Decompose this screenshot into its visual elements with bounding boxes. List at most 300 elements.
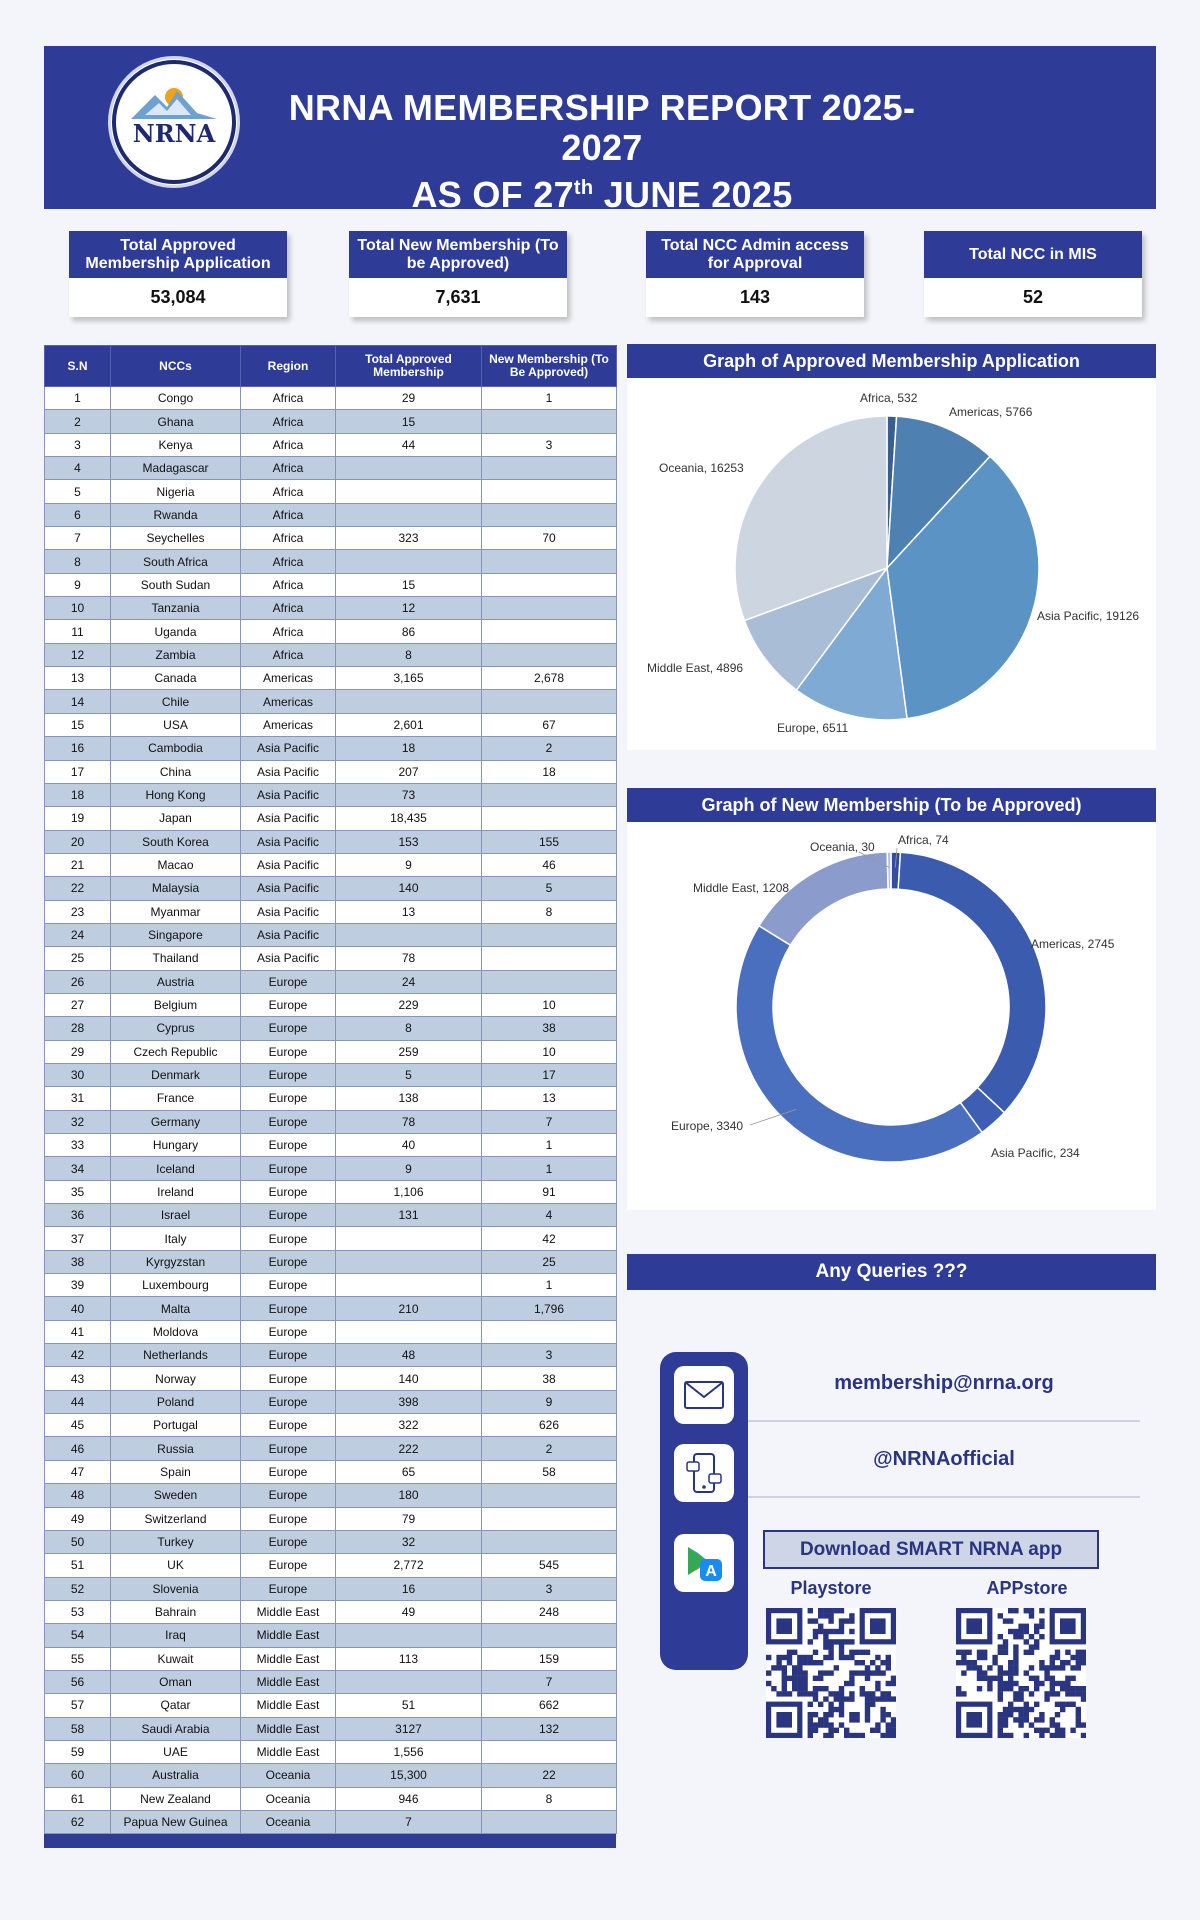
cell-sn: 34 [45,1157,111,1180]
cell-region: Asia Pacific [241,830,336,853]
table-row [45,947,617,970]
table-row [45,1110,617,1133]
cell-new: 9 [482,1390,617,1413]
col-header-nccs: NCCs [111,346,241,387]
cell-region: Africa [241,433,336,456]
cell-approved: 15,300 [336,1764,482,1787]
cell-sn: 18 [45,783,111,806]
cell-approved: 8 [336,1017,482,1040]
cell-approved: 398 [336,1390,482,1413]
cell-region: Europe [241,1180,336,1203]
cell-approved: 113 [336,1647,482,1670]
table-row [45,1414,617,1437]
col-header-region: Region [241,346,336,387]
cell-approved [336,480,482,503]
table-header-row [45,346,617,387]
cell-new [482,1484,617,1507]
cell-approved: 16 [336,1577,482,1600]
cell-sn: 54 [45,1624,111,1647]
cell-approved: 2,601 [336,713,482,736]
cell-new [482,1740,617,1763]
table-row [45,830,617,853]
cell-region: Europe [241,1040,336,1063]
cell-approved: 18,435 [336,807,482,830]
playstore-qr-icon[interactable] [766,1608,896,1738]
cell-sn: 47 [45,1460,111,1483]
kpi-value: 52 [1022,287,1044,307]
table-row [45,597,617,620]
table-row [45,713,617,736]
cell-ncc: Papua New Guinea [111,1810,241,1833]
cell-new: 2,678 [482,667,617,690]
table-row [45,643,617,666]
cell-approved: 32 [336,1530,482,1553]
data-label-africa: Africa, 532 [860,391,918,405]
cell-approved: 180 [336,1484,482,1507]
cell-new: 132 [482,1717,617,1740]
table-row [45,737,617,760]
cell-new: 545 [482,1554,617,1577]
cell-region: Asia Pacific [241,807,336,830]
cell-approved [336,1320,482,1343]
cell-approved: 78 [336,947,482,970]
cell-ncc: South Africa [111,550,241,573]
cell-approved: 259 [336,1040,482,1063]
cell-new [482,503,617,526]
cell-region: Asia Pacific [241,853,336,876]
cell-sn: 25 [45,947,111,970]
table-row [45,620,617,643]
cell-approved: 15 [336,410,482,433]
cell-sn: 11 [45,620,111,643]
cell-new: 7 [482,1110,617,1133]
approved-chart-panel [627,378,1156,750]
table-row [45,1507,617,1530]
download-app-button[interactable]: Download SMART NRNA app [763,1530,1099,1569]
cell-region: Middle East [241,1647,336,1670]
divider [748,1496,1140,1498]
cell-new: 5 [482,877,617,900]
table-row [45,1717,617,1740]
approved-pie-chart [627,378,1156,750]
cell-region: Europe [241,1204,336,1227]
cell-sn: 22 [45,877,111,900]
table-row [45,1157,617,1180]
cell-sn: 24 [45,923,111,946]
kpi-total-ncc [924,231,1142,317]
kpi-value: 7,631 [435,287,481,307]
cell-region: Asia Pacific [241,877,336,900]
table-row [45,1437,617,1460]
table-row [45,387,617,410]
cell-approved: 222 [336,1437,482,1460]
cell-region: Middle East [241,1694,336,1717]
table-row [45,550,617,573]
cell-approved: 9 [336,1157,482,1180]
cell-sn: 51 [45,1554,111,1577]
cell-sn: 44 [45,1390,111,1413]
cell-sn: 6 [45,503,111,526]
cell-approved: 207 [336,760,482,783]
table-row [45,1297,617,1320]
cell-sn: 3 [45,433,111,456]
cell-new: 67 [482,713,617,736]
cell-region: Europe [241,1227,336,1250]
cell-approved: 7 [336,1810,482,1833]
cell-approved: 65 [336,1460,482,1483]
cell-new: 25 [482,1250,617,1273]
cell-ncc: Israel [111,1204,241,1227]
table-row [45,667,617,690]
cell-ncc: South Korea [111,830,241,853]
cell-new [482,410,617,433]
cell-sn: 43 [45,1367,111,1390]
cell-region: Europe [241,1087,336,1110]
cell-sn: 50 [45,1530,111,1553]
cell-sn: 27 [45,993,111,1016]
cell-approved [336,1227,482,1250]
cell-sn: 21 [45,853,111,876]
table-row [45,807,617,830]
cell-approved: 1,556 [336,1740,482,1763]
cell-new: 2 [482,1437,617,1460]
cell-sn: 62 [45,1810,111,1833]
envelope-icon[interactable] [674,1366,734,1424]
kpi-label: Total New Membership (To be Approved) [349,231,567,278]
app-store-icon[interactable] [674,1534,734,1592]
cell-region: Africa [241,527,336,550]
cell-region: Asia Pacific [241,783,336,806]
cell-sn: 8 [45,550,111,573]
cell-ncc: Hong Kong [111,783,241,806]
cell-region: Africa [241,550,336,573]
cell-region: Europe [241,1437,336,1460]
donut-slice-oceania [887,852,891,889]
cell-approved: 86 [336,620,482,643]
cell-approved: 131 [336,1204,482,1227]
cell-sn: 53 [45,1600,111,1623]
cell-ncc: Slovenia [111,1577,241,1600]
cell-region: Oceania [241,1810,336,1833]
cell-approved: 3,165 [336,667,482,690]
cell-ncc: Portugal [111,1414,241,1437]
cell-region: Americas [241,713,336,736]
divider [748,1420,1140,1422]
cell-sn: 33 [45,1134,111,1157]
cell-sn: 12 [45,643,111,666]
cell-region: Africa [241,503,336,526]
cell-approved: 51 [336,1694,482,1717]
cell-region: Americas [241,690,336,713]
cell-region: Asia Pacific [241,947,336,970]
cell-ncc: Macao [111,853,241,876]
data-label-africa: Africa, 74 [898,833,949,847]
table-row [45,433,617,456]
cell-ncc: Czech Republic [111,1040,241,1063]
cell-sn: 58 [45,1717,111,1740]
cell-new [482,643,617,666]
cell-new [482,1810,617,1833]
cell-ncc: Denmark [111,1063,241,1086]
table-row [45,1320,617,1343]
cell-ncc: Zambia [111,643,241,666]
phone-icon[interactable] [674,1444,734,1502]
cell-region: Middle East [241,1600,336,1623]
cell-sn: 28 [45,1017,111,1040]
appstore-qr-icon[interactable] [956,1608,1086,1738]
table-row [45,1460,617,1483]
cell-sn: 52 [45,1577,111,1600]
cell-ncc: Hungary [111,1134,241,1157]
cell-approved [336,690,482,713]
table-row [45,1040,617,1063]
cell-sn: 59 [45,1740,111,1763]
table-row [45,410,617,433]
cell-sn: 26 [45,970,111,993]
cell-ncc: Nigeria [111,480,241,503]
cell-ncc: Poland [111,1390,241,1413]
cell-ncc: Kuwait [111,1647,241,1670]
cell-approved: 40 [336,1134,482,1157]
table-row [45,503,617,526]
cell-new: 10 [482,1040,617,1063]
cell-new: 4 [482,1204,617,1227]
new-membership-donut-chart [627,822,1156,1210]
cell-ncc: Uganda [111,620,241,643]
cell-sn: 48 [45,1484,111,1507]
cell-region: Asia Pacific [241,760,336,783]
cell-approved: 138 [336,1087,482,1110]
table-row [45,1134,617,1157]
cell-sn: 39 [45,1274,111,1297]
cell-ncc: France [111,1087,241,1110]
cell-new: 7 [482,1670,617,1693]
table-row [45,1600,617,1623]
cell-region: Europe [241,1063,336,1086]
data-label-europe: Europe, 6511 [777,721,849,735]
cell-approved: 48 [336,1344,482,1367]
donut-slice-middle-east [759,852,888,945]
cell-sn: 35 [45,1180,111,1203]
cell-ncc: Bahrain [111,1600,241,1623]
cell-new: 159 [482,1647,617,1670]
cell-ncc: South Sudan [111,573,241,596]
cell-ncc: Iceland [111,1157,241,1180]
cell-new [482,480,617,503]
data-label-middle-east: Middle East, 1208 [693,881,790,895]
cell-approved [336,503,482,526]
cell-sn: 2 [45,410,111,433]
cell-new: 1 [482,387,617,410]
cell-region: Europe [241,1297,336,1320]
cell-new [482,947,617,970]
cell-ncc: Italy [111,1227,241,1250]
cell-approved [336,1250,482,1273]
cell-sn: 5 [45,480,111,503]
cell-ncc: Moldova [111,1320,241,1343]
cell-approved: 5 [336,1063,482,1086]
cell-new: 3 [482,1577,617,1600]
cell-new [482,597,617,620]
cell-approved [336,1274,482,1297]
cell-sn: 37 [45,1227,111,1250]
table-row [45,1204,617,1227]
title-line-2: AS OF 27th JUNE 2025 [411,174,793,215]
cell-new: 22 [482,1764,617,1787]
cell-region: Africa [241,573,336,596]
cell-sn: 9 [45,573,111,596]
new-membership-chart-panel [627,822,1156,1210]
cell-ncc: Russia [111,1437,241,1460]
cell-ncc: Germany [111,1110,241,1133]
cell-ncc: Spain [111,1460,241,1483]
cell-approved: 15 [336,573,482,596]
kpi-value: 143 [739,287,771,307]
data-label-oceania: Oceania, 16253 [659,461,744,475]
cell-approved [336,550,482,573]
data-label-americas: Americas, 5766 [949,405,1033,419]
cell-new [482,457,617,480]
contact-icon-band [660,1352,748,1670]
cell-sn: 15 [45,713,111,736]
col-header-new: New Membership (To Be Approved) [482,346,617,387]
cell-region: Europe [241,1367,336,1390]
cell-new: 70 [482,527,617,550]
cell-new: 38 [482,1367,617,1390]
cell-ncc: Japan [111,807,241,830]
table-row [45,480,617,503]
cell-region: Europe [241,1157,336,1180]
cell-ncc: Austria [111,970,241,993]
kpi-total-approved [69,231,287,317]
contact-social-handle[interactable]: @NRNAofficial [873,1448,1015,1470]
table-row [45,1344,617,1367]
cell-new [482,970,617,993]
table-row [45,1787,617,1810]
cell-ncc: Rwanda [111,503,241,526]
cell-sn: 17 [45,760,111,783]
cell-approved [336,1670,482,1693]
table-row [45,993,617,1016]
cell-ncc: Myanmar [111,900,241,923]
cell-region: Europe [241,1110,336,1133]
page-title [252,88,952,215]
cell-ncc: Cambodia [111,737,241,760]
cell-ncc: Sweden [111,1484,241,1507]
cell-region: Africa [241,620,336,643]
table-row [45,690,617,713]
cell-sn: 49 [45,1507,111,1530]
cell-region: Europe [241,1484,336,1507]
cell-new: 8 [482,1787,617,1810]
report-header [44,46,1156,215]
cell-sn: 29 [45,1040,111,1063]
cell-ncc: Switzerland [111,1507,241,1530]
cell-approved: 44 [336,433,482,456]
table-row [45,1227,617,1250]
table-row [45,1017,617,1040]
cell-region: Asia Pacific [241,900,336,923]
kpi-new-membership [349,231,567,317]
cell-approved: 323 [336,527,482,550]
cell-new: 10 [482,993,617,1016]
cell-ncc: Canada [111,667,241,690]
cell-new [482,1530,617,1553]
cell-ncc: Netherlands [111,1344,241,1367]
cell-region: Africa [241,457,336,480]
cell-region: Europe [241,1577,336,1600]
cell-sn: 40 [45,1297,111,1320]
cell-ncc: UAE [111,1740,241,1763]
contact-email[interactable]: membership@nrna.org [834,1372,1054,1394]
cell-ncc: USA [111,713,241,736]
cell-new [482,690,617,713]
table-row [45,1694,617,1717]
cell-region: Africa [241,387,336,410]
cell-new [482,783,617,806]
table-row [45,783,617,806]
kpi-label: Total NCC in MIS [924,231,1142,278]
cell-ncc: Qatar [111,1694,241,1717]
cell-region: Middle East [241,1624,336,1647]
cell-new: 46 [482,853,617,876]
table-row [45,877,617,900]
cell-ncc: Oman [111,1670,241,1693]
cell-approved: 140 [336,1367,482,1390]
cell-approved [336,457,482,480]
table-row [45,527,617,550]
cell-ncc: Ireland [111,1180,241,1203]
title-line-1: NRNA MEMBERSHIP REPORT 2025-2027 [288,87,916,168]
table-row [45,1740,617,1763]
cell-approved: 322 [336,1414,482,1437]
cell-approved: 79 [336,1507,482,1530]
cell-sn: 61 [45,1787,111,1810]
cell-region: Europe [241,1460,336,1483]
cell-new: 248 [482,1600,617,1623]
cell-new [482,573,617,596]
table-row [45,1484,617,1507]
cell-ncc: Saudi Arabia [111,1717,241,1740]
data-label-oceania: Oceania, 30 [810,840,875,854]
cell-region: Europe [241,1274,336,1297]
cell-approved: 8 [336,643,482,666]
table-row [45,1810,617,1833]
table-row [45,1670,617,1693]
cell-ncc: Australia [111,1764,241,1787]
table-footer-bar [44,1834,616,1848]
data-label-europe: Europe, 3340 [671,1119,744,1133]
cell-sn: 60 [45,1764,111,1787]
cell-approved: 29 [336,387,482,410]
table-row [45,1087,617,1110]
table-body [45,387,617,1834]
col-header-sn: S.N [45,346,111,387]
cell-sn: 36 [45,1204,111,1227]
cell-sn: 56 [45,1670,111,1693]
cell-ncc: Thailand [111,947,241,970]
cell-sn: 38 [45,1250,111,1273]
cell-new: 155 [482,830,617,853]
cell-region: Africa [241,410,336,433]
table-row [45,1764,617,1787]
cell-ncc: Kyrgyzstan [111,1250,241,1273]
cell-new: 38 [482,1017,617,1040]
cell-region: Europe [241,1554,336,1577]
cell-region: Europe [241,1320,336,1343]
cell-new: 1 [482,1134,617,1157]
cell-ncc: Belgium [111,993,241,1016]
